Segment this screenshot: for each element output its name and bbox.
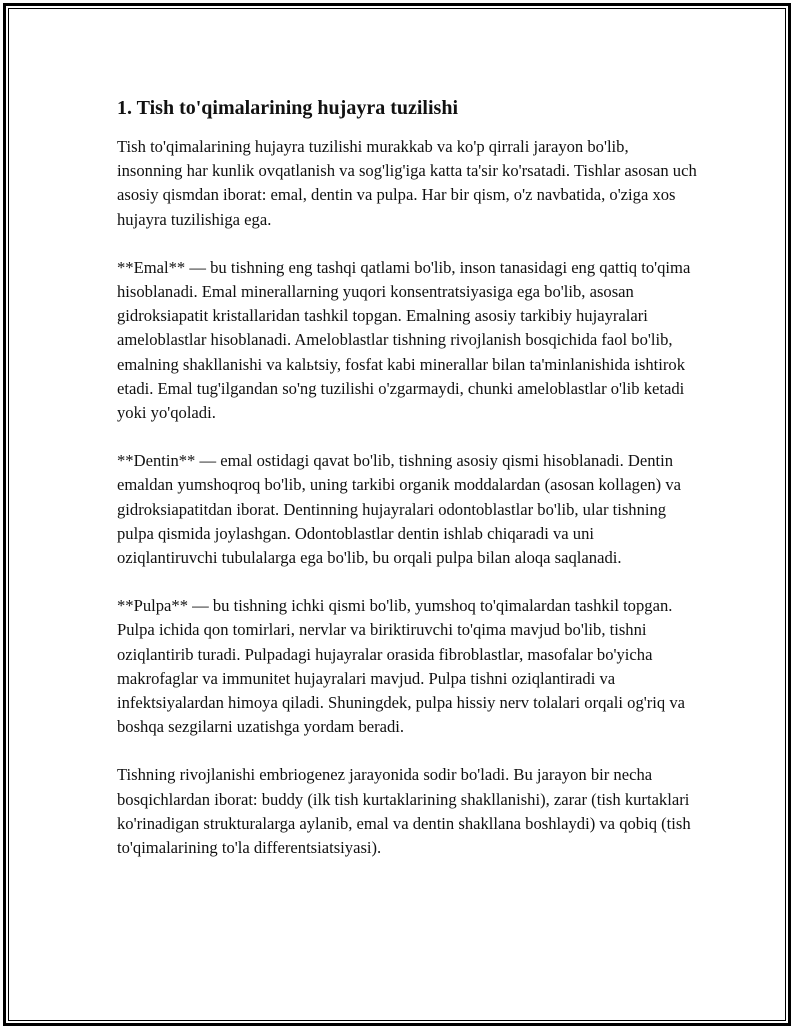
paragraph-emal: **Emal** — bu tishning eng tashqi qatlami bo'lib, inson tanasidagi eng qattiq to'qima hisoblanadi. Emal minerallarning yuqori konsentratsiyasiga ega bo'lib, asosan gidroksiapatit kristallaridan tashkil topgan. Emalning asosiy tarkibiy hujayralari ameloblastlar hisoblanadi. Ameloblastlar tishning rivojlanish bosqichida faol bo'lib, emalning shakllanishi va kalьtsiy, fosfat kabi minerallar bilan ta'minlanishida ishtirok etadi. Emal tug'ilgandan so'ng tuzilishi o'zgarmaydi, chunki ameloblastlar o'lib ketadi yoki yo'qoladi. <box>117 257 691 423</box>
paragraph-development: Tishning rivojlanishi embriogenez jarayonida sodir bo'ladi. Bu jarayon bir necha bosqichlardan iborat: buddy (ilk tish kurtaklarining shakllanishi), zarar (tish kurtaklari ko'rinadigan strukturalarga aylanib, emal va dentin shakllana boshlaydi) va qobiq (tish to'qimalarining to'la differentsiatsiyasi). <box>117 765 691 858</box>
document-body <box>117 95 697 884</box>
paragraph-intro: Tish to'qimalarining hujayra tuzilishi murakkab va ko'p qirrali jarayon bo'lib, insonning har kunlik ovqatlanish va sog'lig'iga katta ta'sir ko'rsatadi. Tishlar asosan uch asosiy qismdan iborat: emal, dentin va pulpa. Har bir qism, o'z navbatida, o'ziga xos hujayra tuzilishiga ega. <box>117 137 697 229</box>
section-heading: 1. Tish to'qimalarining hujayra tuzilishi <box>117 97 459 119</box>
paragraph-dentin: **Dentin** — emal ostidagi qavat bo'lib, tishning asosiy qismi hisoblanadi. Dentin emaldan yumshoqroq bo'lib, uning tarkibi organik moddalardan (asosan kollagen) va gidroksiapatitdan iborat. Dentinning hujayralari odontoblastlar bo'lib, ular tishning pulpa qismida joylashgan. Odontoblastlar dentin ishlab chiqaradi va uni oziqlantiruvchi tubulalarga ega bo'lib, bu orqali pulpa bilan aloqa saqlanadi. <box>117 451 681 568</box>
paragraph-pulpa: **Pulpa** — bu tishning ichki qismi bo'lib, yumshoq to'qimalardan tashkil topgan. Pulpa ichida qon tomirlari, nervlar va biriktiruvchi to'qima mavjud bo'lib, tishni oziqlantirib turadi. Pulpadagi hujayralar orasida fibroblastlar, masofalar bo'yicha makrofaglar va immunitet hujayralari mavjud. Pulpa tishni oziqlantiradi va infektsiyalardan himoya qiladi. Shuningdek, pulpa hissiy nerv tolalari orqali og'riq va boshqa sezgilarni uzatishga yordam beradi. <box>117 596 685 737</box>
